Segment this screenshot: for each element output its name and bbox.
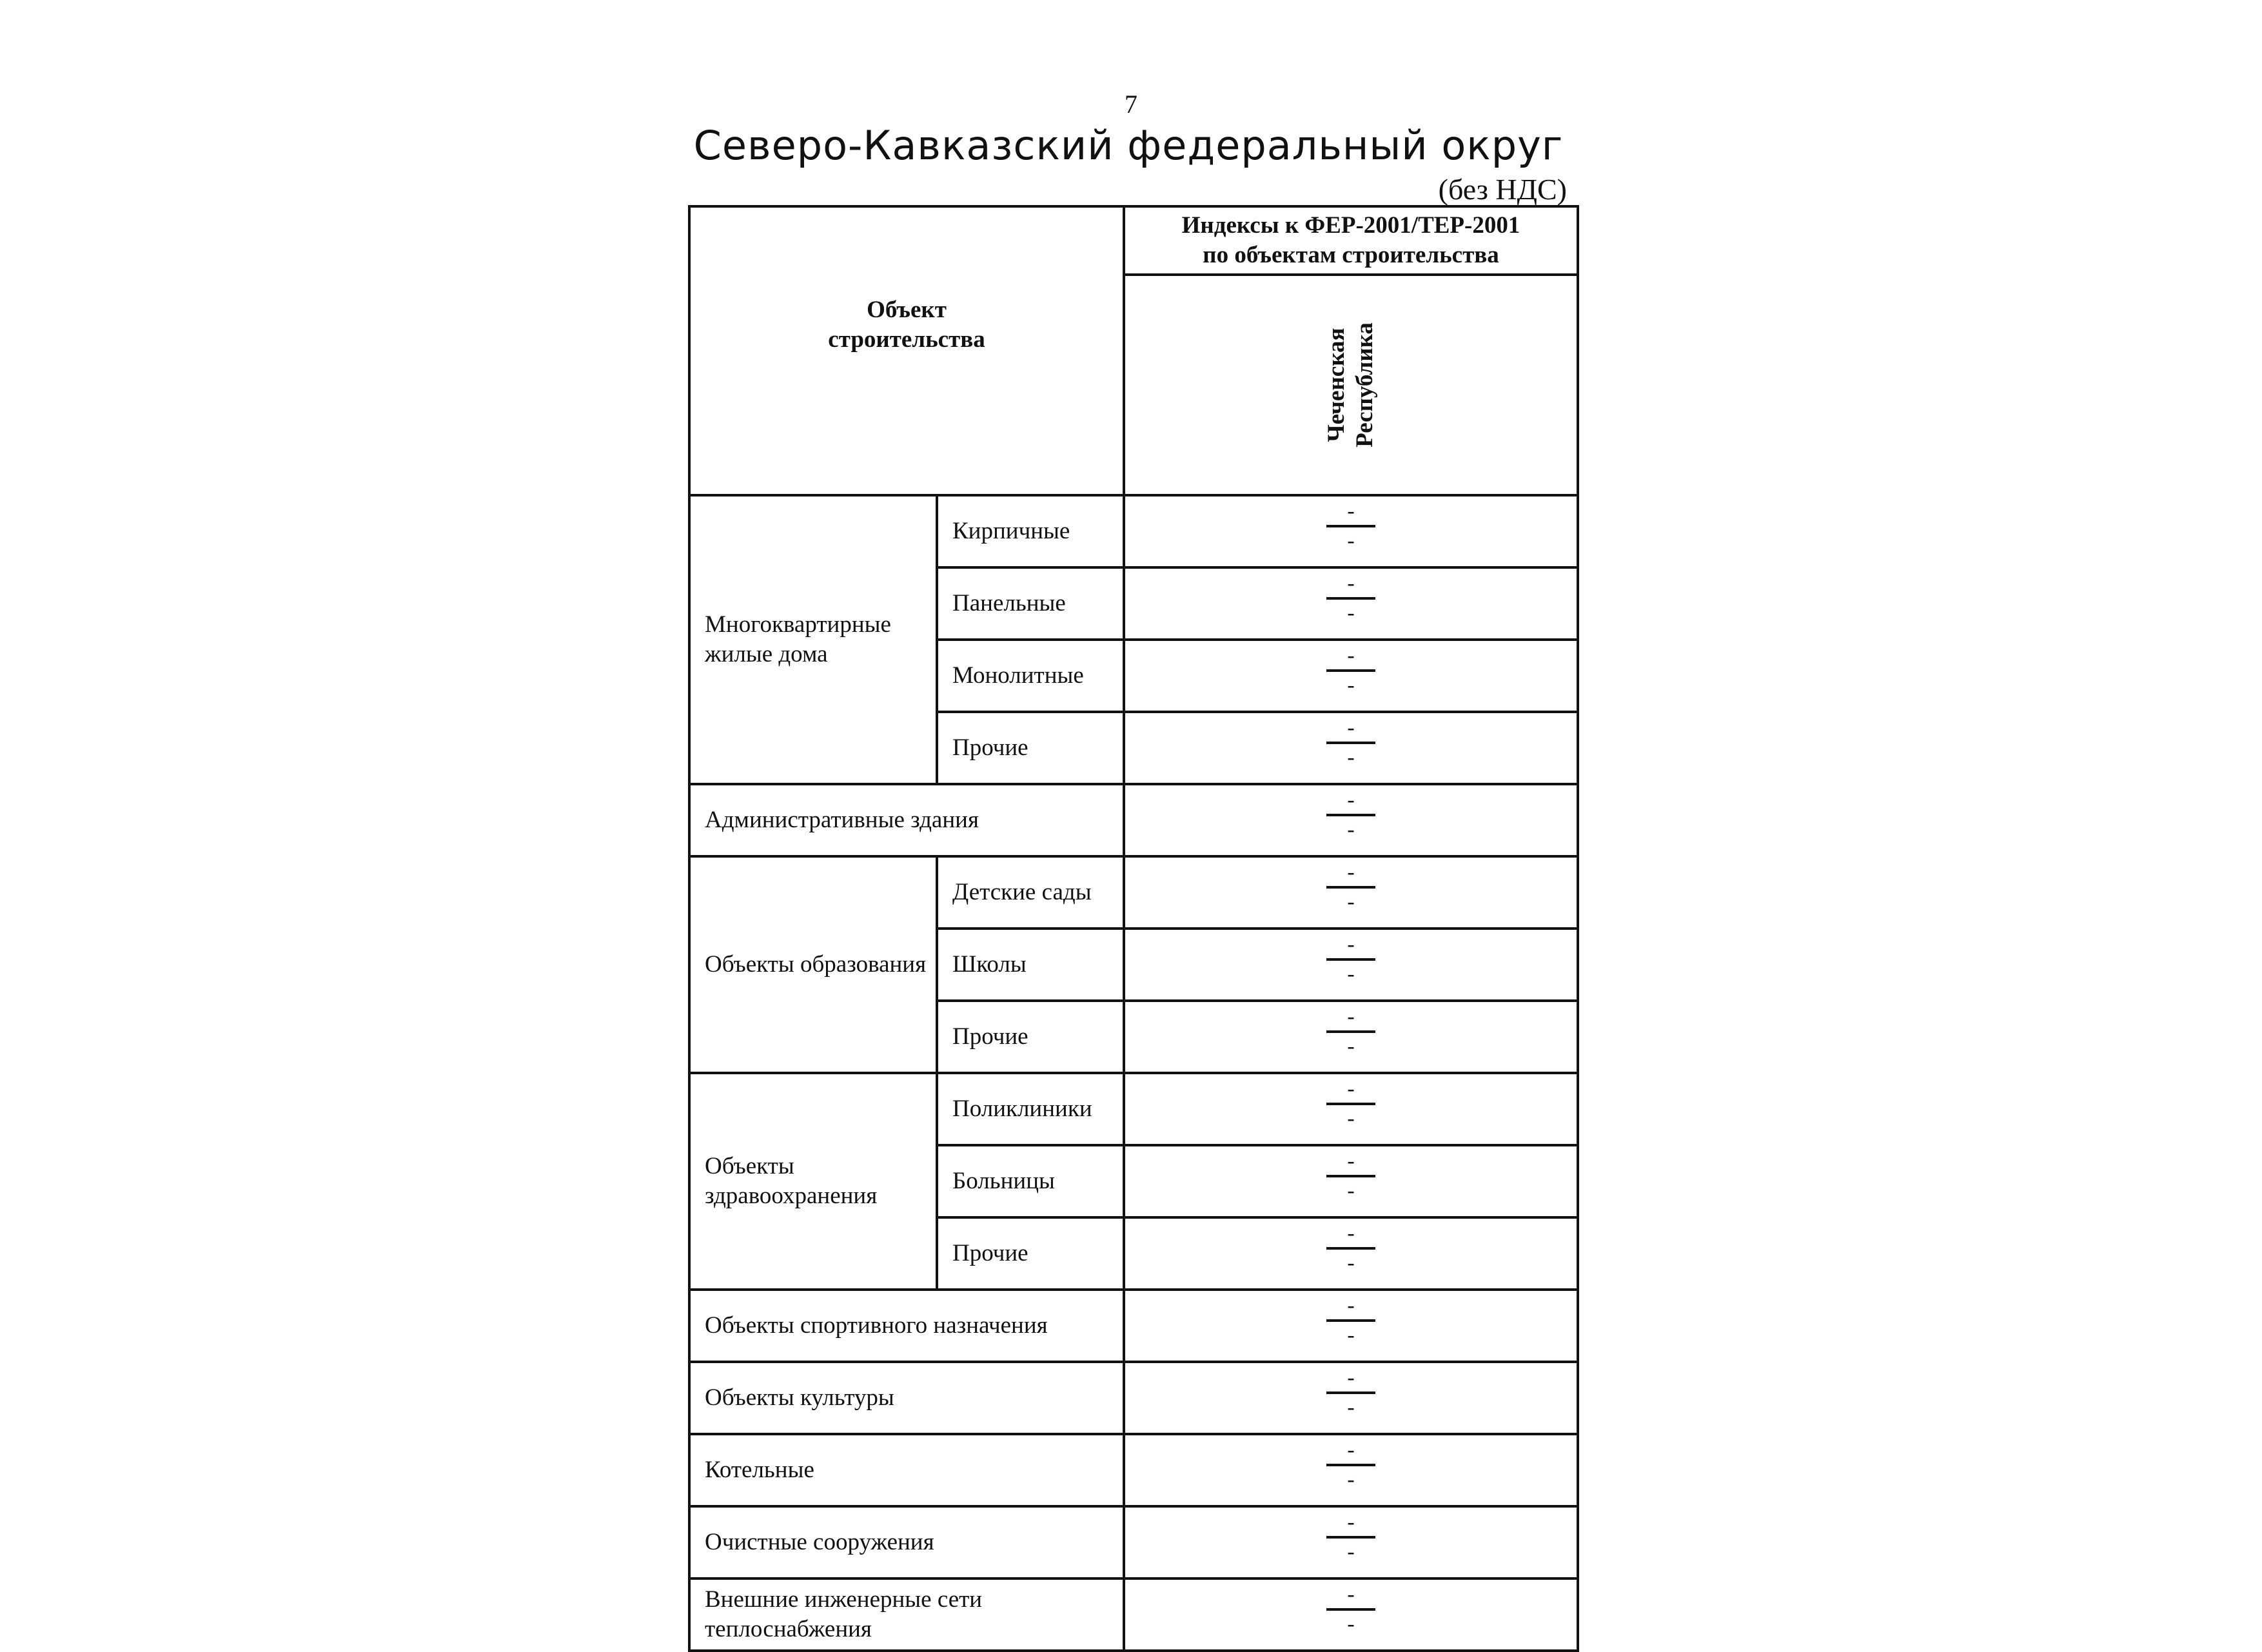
subcategory-cell: Прочие: [937, 1001, 1124, 1073]
index-numerator: -: [1347, 1366, 1355, 1390]
category-cell: Объекты культуры: [689, 1362, 1124, 1434]
index-denominator: -: [1347, 818, 1355, 841]
subcategory-cell: Школы: [937, 929, 1124, 1001]
header-index-line2: по объектам строительства: [1203, 242, 1499, 268]
header-object-line2: строительства: [828, 326, 985, 353]
index-value-cell: [1124, 1362, 1578, 1434]
index-numerator: -: [1347, 1221, 1355, 1245]
table-row: [689, 856, 1578, 929]
fraction-bar: [1326, 1030, 1375, 1033]
index-numerator: -: [1347, 1077, 1355, 1101]
index-value-cell: [1124, 567, 1578, 640]
fraction-bar: [1326, 1536, 1375, 1539]
index-numerator: -: [1347, 1293, 1355, 1317]
index-numerator: -: [1347, 571, 1355, 595]
fraction-bar: [1326, 525, 1375, 527]
index-fraction: [1326, 497, 1375, 558]
fraction-bar: [1326, 1608, 1375, 1611]
header-index-line1: Индексы к ФЕР-2001/ТЕР-2001: [1181, 212, 1520, 239]
subcategory-cell: Прочие: [937, 712, 1124, 784]
table-row: [689, 1578, 1578, 1651]
index-value-cell: [1124, 1578, 1578, 1651]
index-fraction: [1326, 1219, 1375, 1281]
table-row: [689, 495, 1578, 567]
region-line2: Республика: [1352, 322, 1378, 447]
index-numerator: -: [1347, 1005, 1355, 1028]
index-numerator: -: [1347, 932, 1355, 956]
fraction-bar: [1326, 742, 1375, 744]
index-value-cell: [1124, 712, 1578, 784]
index-denominator: -: [1347, 529, 1355, 553]
index-denominator: -: [1347, 1323, 1355, 1347]
index-numerator: -: [1347, 644, 1355, 667]
index-fraction: [1326, 1291, 1375, 1353]
index-value-cell: [1124, 1506, 1578, 1578]
subcategory-cell: Панельные: [937, 567, 1124, 640]
index-fraction: [1326, 1508, 1375, 1569]
fraction-bar: [1326, 958, 1375, 961]
index-denominator: -: [1347, 1612, 1355, 1636]
index-denominator: -: [1347, 1468, 1355, 1491]
page-title: Северо-Кавказский федеральный округ: [693, 122, 1564, 169]
index-numerator: -: [1347, 1438, 1355, 1462]
vat-note: (без НДС): [1438, 173, 1567, 206]
index-numerator: -: [1347, 788, 1355, 812]
region-line1: Чеченская: [1323, 328, 1350, 442]
index-numerator: -: [1347, 716, 1355, 740]
category-cell: Многоквартирные жилые дома: [689, 495, 937, 784]
category-cell: Котельные: [689, 1434, 1124, 1506]
index-value-cell: [1124, 1290, 1578, 1362]
index-denominator: -: [1347, 1179, 1355, 1203]
index-numerator: -: [1347, 1149, 1355, 1173]
index-fraction: [1326, 1074, 1375, 1136]
region-header-cell: [1124, 275, 1578, 495]
subcategory-cell: Поликлиники: [937, 1073, 1124, 1145]
index-denominator: -: [1347, 1540, 1355, 1564]
index-denominator: -: [1347, 1034, 1355, 1058]
category-cell: Административные здания: [689, 784, 1124, 856]
index-denominator: -: [1347, 745, 1355, 769]
index-fraction: [1326, 1002, 1375, 1064]
table-row: [689, 1073, 1578, 1145]
fraction-bar: [1326, 1464, 1375, 1466]
fraction-bar: [1326, 1103, 1375, 1105]
header-row: [689, 206, 1578, 275]
index-fraction: [1326, 785, 1375, 847]
index-fraction: [1326, 930, 1375, 992]
subcategory-cell: Больницы: [937, 1145, 1124, 1217]
table-row: [689, 1362, 1578, 1434]
category-cell: Объекты спортивного назначения: [689, 1290, 1124, 1362]
index-fraction: [1326, 1363, 1375, 1425]
index-denominator: -: [1347, 962, 1355, 986]
region-label: [1323, 322, 1379, 447]
category-cell: Очистные сооружения: [689, 1506, 1124, 1578]
fraction-bar: [1326, 1247, 1375, 1250]
fraction-bar: [1326, 886, 1375, 889]
table-row: [689, 1506, 1578, 1578]
index-value-cell: [1124, 1217, 1578, 1290]
index-fraction: [1326, 1146, 1375, 1208]
index-value-cell: [1124, 640, 1578, 712]
table-row: [689, 784, 1578, 856]
index-fraction: [1326, 1435, 1375, 1497]
table-row: [689, 1290, 1578, 1362]
index-fraction: [1326, 1580, 1375, 1642]
index-denominator: -: [1347, 890, 1355, 914]
index-value-cell: [1124, 1073, 1578, 1145]
category-cell: Внешние инженерные сети теплоснабжения: [689, 1578, 1124, 1651]
header-object-label: [691, 295, 1123, 355]
index-denominator: -: [1347, 673, 1355, 697]
index-value-cell: [1124, 929, 1578, 1001]
fraction-bar: [1326, 597, 1375, 600]
index-fraction: [1326, 641, 1375, 703]
header-index-cell: [1124, 206, 1578, 275]
index-table: [688, 205, 1579, 1652]
index-fraction: [1326, 713, 1375, 775]
subcategory-cell: Монолитные: [937, 640, 1124, 712]
subcategory-cell: Кирпичные: [937, 495, 1124, 567]
index-value-cell: [1124, 856, 1578, 929]
index-value-cell: [1124, 1145, 1578, 1217]
index-value-cell: [1124, 784, 1578, 856]
table-row: [689, 1434, 1578, 1506]
index-numerator: -: [1347, 1582, 1355, 1606]
index-denominator: -: [1347, 601, 1355, 625]
subcategory-cell: Прочие: [937, 1217, 1124, 1290]
index-numerator: -: [1347, 499, 1355, 523]
index-fraction: [1326, 569, 1375, 631]
header-object-cell: [689, 206, 1124, 495]
category-cell: Объекты здравоохранения: [689, 1073, 937, 1290]
subcategory-cell: Детские сады: [937, 856, 1124, 929]
category-cell: Объекты образования: [689, 856, 937, 1073]
header-object-line1: Объект: [867, 297, 947, 323]
index-denominator: -: [1347, 1395, 1355, 1419]
fraction-bar: [1326, 814, 1375, 816]
index-value-cell: [1124, 1434, 1578, 1506]
index-value-cell: [1124, 495, 1578, 567]
index-denominator: -: [1347, 1251, 1355, 1275]
index-denominator: -: [1347, 1106, 1355, 1130]
fraction-bar: [1326, 1175, 1375, 1177]
fraction-bar: [1326, 1319, 1375, 1322]
fraction-bar: [1326, 669, 1375, 672]
fraction-bar: [1326, 1391, 1375, 1394]
index-fraction: [1326, 858, 1375, 919]
index-numerator: -: [1347, 1510, 1355, 1534]
index-numerator: -: [1347, 860, 1355, 884]
page-number: 7: [1125, 90, 1137, 119]
index-value-cell: [1124, 1001, 1578, 1073]
